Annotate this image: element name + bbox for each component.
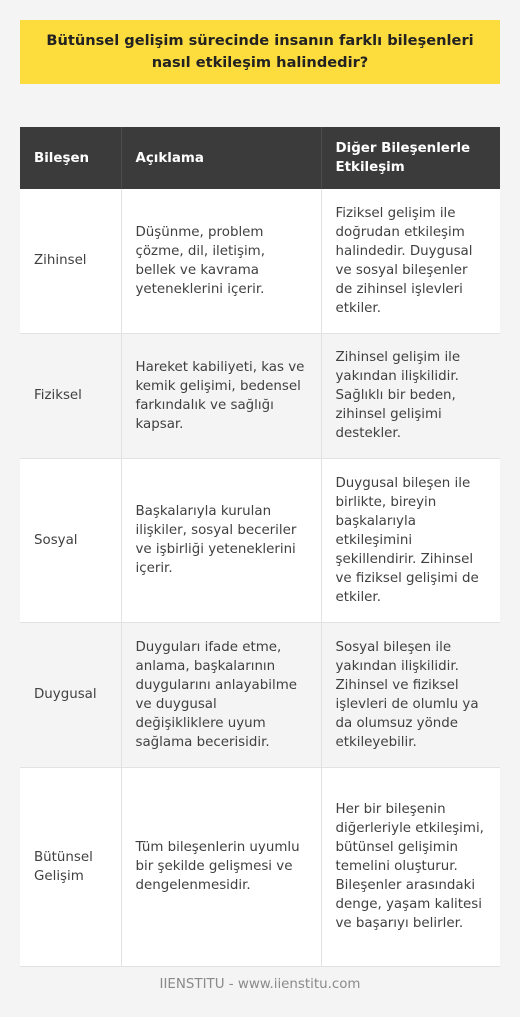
comparison-table-wrapper <box>20 127 500 967</box>
cell-component: Fiziksel <box>20 333 121 458</box>
cell-component: Duygusal <box>20 622 121 767</box>
header-component: Bileşen <box>20 127 121 189</box>
cell-interaction: Her bir bileşenin diğerleriyle etkileşimi, bütünsel gelişimin temelini oluşturur. Bileşenler arasındaki denge, yaşam kalitesi ve başarıyı belirler. <box>321 767 500 966</box>
cell-component: Bütünsel Gelişim <box>20 767 121 966</box>
footer-credit: IIENSTITU - www.iienstitu.com <box>159 977 361 992</box>
table-row <box>20 189 500 333</box>
cell-description: Hareket kabiliyeti, kas ve kemik gelişimi, bedensel farkındalık ve sağlığı kapsar. <box>121 333 321 458</box>
table-row <box>20 622 500 767</box>
cell-description: Tüm bileşenlerin uyumlu bir şekilde gelişmesi ve dengelenmesidir. <box>121 767 321 966</box>
cell-interaction: Duygusal bileşen ile birlikte, bireyin başkalarıyla etkileşimini şekillendirir. Zihinsel ve fiziksel gelişimi de etkiler. <box>321 458 500 622</box>
table-row <box>20 458 500 622</box>
cell-description: Düşünme, problem çözme, dil, iletişim, bellek ve kavrama yeteneklerini içerir. <box>121 189 321 333</box>
cell-component: Sosyal <box>20 458 121 622</box>
title-banner <box>20 20 500 84</box>
table-header-row <box>20 127 500 189</box>
table-row <box>20 767 500 966</box>
cell-component: Zihinsel <box>20 189 121 333</box>
cell-description: Duyguları ifade etme, anlama, başkalarının duygularını anlayabilme ve duygusal değişikliklere uyum sağlama becerisidir. <box>121 622 321 767</box>
header-description: Açıklama <box>121 127 321 189</box>
cell-interaction: Sosyal bileşen ile yakından ilişkilidir. Zihinsel ve fiziksel işlevleri de olumlu ya da olumsuz yönde etkileyebilir. <box>321 622 500 767</box>
header-interaction: Diğer Bileşenlerle Etkileşim <box>321 127 500 189</box>
cell-description: Başkalarıyla kurulan ilişkiler, sosyal beceriler ve işbirliği yeteneklerini içerir. <box>121 458 321 622</box>
cell-interaction: Zihinsel gelişim ile yakından ilişkilidir. Sağlıklı bir beden, zihinsel gelişimi destekler. <box>321 333 500 458</box>
comparison-table <box>20 127 500 967</box>
page-title: Bütünsel gelişim sürecinde insanın farklı bileşenleri nasıl etkileşim halindedir? <box>46 32 474 71</box>
table-row <box>20 333 500 458</box>
cell-interaction: Fiziksel gelişim ile doğrudan etkileşim halindedir. Duygusal ve sosyal bileşenler de zihinsel işlevleri etkiler. <box>321 189 500 333</box>
